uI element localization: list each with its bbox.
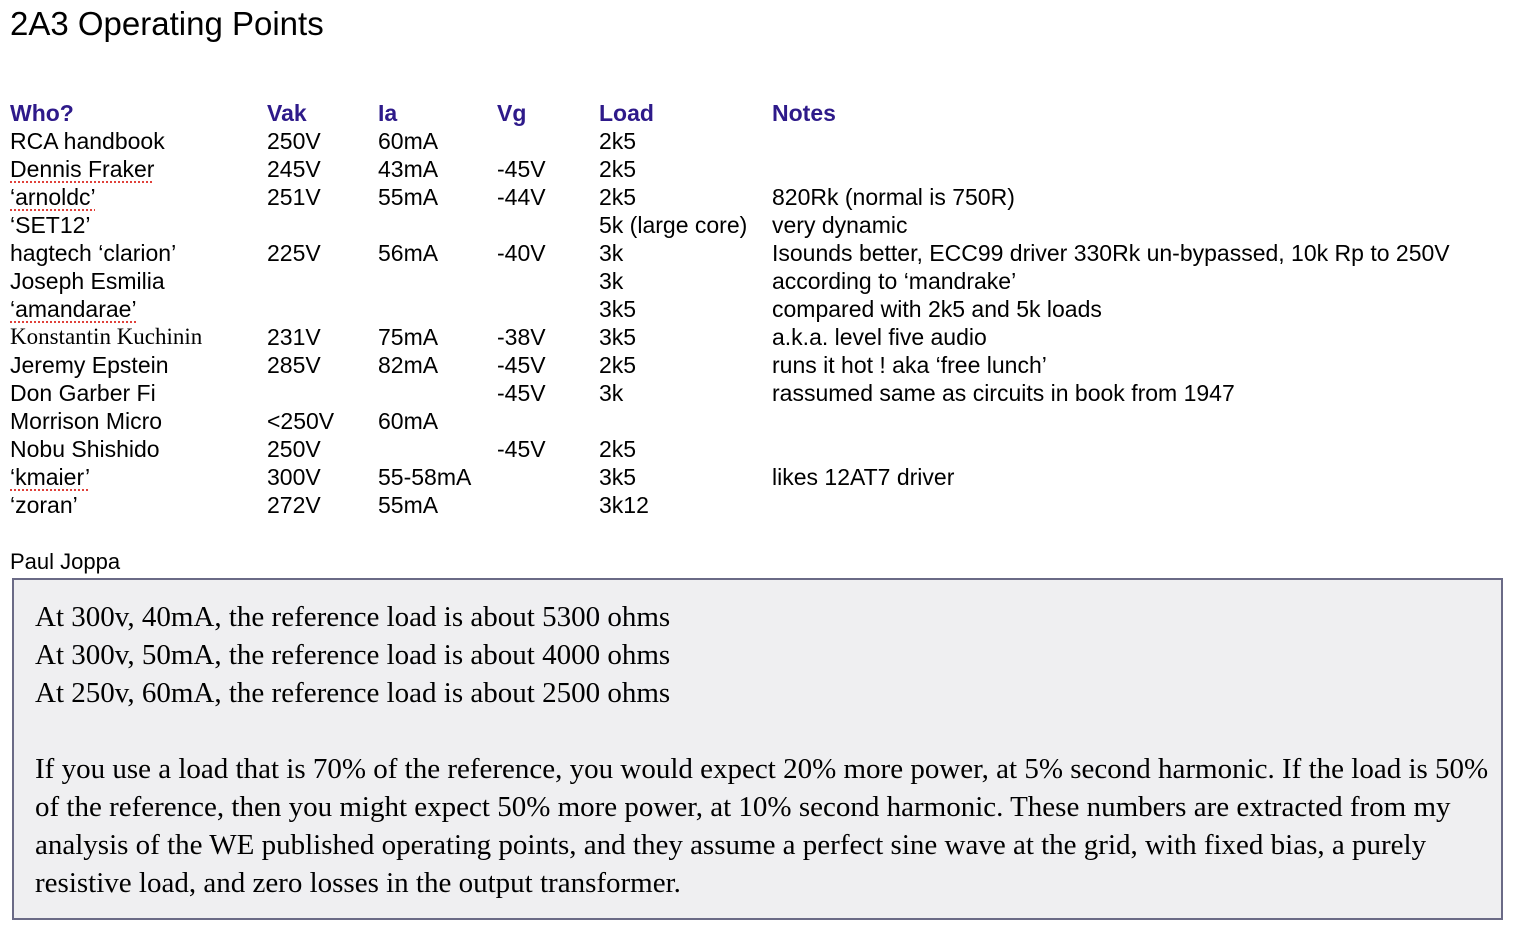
operating-points-table: [10, 99, 1492, 519]
table-row: [10, 351, 1492, 379]
cell-vg: [497, 211, 599, 239]
cell-vak: [267, 267, 378, 295]
quote-paragraph: If you use a load that is 70% of the reference, you would expect 20% more power, at 5% second harmonic. If the load is 50% of the reference, then you might expect 50% more power, at 10% second harmonic. These numbers are extracted from my analysis of the WE published operating points, and they assume a perfect sine wave at the grid, with fixed bias, a purely resistive load, and zero losses in the output transformer.: [35, 753, 1489, 899]
quote-line: At 300v, 50mA, the reference load is about 4000 ohms: [35, 639, 671, 671]
cell-load: 3k5: [599, 464, 637, 490]
cell-vg: [497, 295, 599, 323]
table-row: [10, 127, 1492, 155]
cell-vg: [497, 127, 599, 155]
cell-vak: 231V: [267, 324, 321, 350]
cell-ia: [378, 295, 497, 323]
cell-vak: [267, 211, 378, 239]
cell-vg: -45V: [497, 436, 546, 462]
cell-notes: [772, 435, 1492, 463]
cell-vak: 245V: [267, 156, 321, 182]
table-header-row: [10, 99, 1492, 127]
cell-ia: [378, 211, 497, 239]
cell-who: Jeremy Epstein: [10, 352, 169, 378]
cell-load: 3k: [599, 380, 624, 406]
table-row: [10, 323, 1492, 351]
cell-who: ‘arnoldc’: [10, 184, 96, 210]
header-vak: Vak: [267, 100, 307, 126]
quote-line: At 300v, 40mA, the reference load is about 5300 ohms: [35, 601, 671, 633]
cell-notes: compared with 2k5 and 5k loads: [772, 296, 1102, 322]
table-row: [10, 155, 1492, 183]
cell-vg: [497, 491, 599, 519]
cell-ia: 60mA: [378, 128, 439, 154]
cell-notes: [772, 127, 1492, 155]
cell-vak: [267, 379, 378, 407]
cell-who: ‘amandarae’: [10, 296, 137, 322]
cell-ia: [378, 267, 497, 295]
cell-ia: 43mA: [378, 156, 439, 182]
cell-who: Nobu Shishido: [10, 436, 160, 462]
paragraph-gap: [35, 712, 1501, 750]
cell-who: ‘SET12’: [10, 212, 91, 238]
cell-load: 5k (large core): [599, 212, 748, 238]
cell-load: 2k5: [599, 156, 637, 182]
cell-notes: runs it hot ! aka ‘free lunch’: [772, 352, 1047, 378]
cell-notes: likes 12AT7 driver: [772, 464, 955, 490]
cell-vak: <250V: [267, 408, 335, 434]
table-row: [10, 239, 1492, 267]
cell-vg: -38V: [497, 324, 546, 350]
cell-ia: 56mA: [378, 240, 439, 266]
cell-who: RCA handbook: [10, 128, 165, 154]
cell-who: hagtech ‘clarion’: [10, 240, 177, 266]
cell-vg: -40V: [497, 240, 546, 266]
cell-who: Don Garber Fi: [10, 380, 156, 406]
cell-notes: Isounds better, ECC99 driver 330Rk un-bypassed, 10k Rp to 250V: [772, 240, 1450, 266]
header-ia: Ia: [378, 100, 398, 126]
cell-vak: 300V: [267, 464, 321, 490]
cell-who: ‘kmaier’: [10, 464, 91, 490]
cell-notes: rassumed same as circuits in book from 1947: [772, 380, 1235, 406]
cell-vak: 250V: [267, 128, 321, 154]
cell-vg: [497, 463, 599, 491]
cell-load: [599, 407, 772, 435]
cell-load: 3k: [599, 240, 624, 266]
table-row: [10, 491, 1492, 519]
table-row: [10, 267, 1492, 295]
table-row: [10, 183, 1492, 211]
cell-notes: very dynamic: [772, 212, 908, 238]
cell-load: 2k5: [599, 184, 637, 210]
cell-vg: -45V: [497, 352, 546, 378]
quote-box: [12, 578, 1503, 920]
header-load: Load: [599, 100, 654, 126]
header-vg: Vg: [497, 100, 527, 126]
cell-ia: 82mA: [378, 352, 439, 378]
cell-ia: 55mA: [378, 184, 439, 210]
header-who: Who?: [10, 100, 74, 126]
cell-ia: [378, 379, 497, 407]
cell-load: 2k5: [599, 128, 637, 154]
table-row: [10, 379, 1492, 407]
table-row: [10, 211, 1492, 239]
cell-load: 3k5: [599, 324, 637, 350]
cell-vak: 272V: [267, 492, 321, 518]
cell-vg: -45V: [497, 156, 546, 182]
quote-author: Paul Joppa: [10, 549, 121, 574]
cell-vak: 251V: [267, 184, 321, 210]
cell-who: Konstantin Kuchinin: [10, 324, 203, 349]
table-row: [10, 435, 1492, 463]
cell-load: 2k5: [599, 352, 637, 378]
cell-vak: 250V: [267, 436, 321, 462]
cell-vak: 225V: [267, 240, 321, 266]
cell-notes: [772, 155, 1492, 183]
cell-vg: [497, 407, 599, 435]
cell-load: 3k: [599, 268, 624, 294]
page-title: 2A3 Operating Points: [10, 5, 324, 42]
cell-notes: 820Rk (normal is 750R): [772, 184, 1015, 210]
cell-vg: -45V: [497, 380, 546, 406]
cell-load: 2k5: [599, 436, 637, 462]
cell-vg: -44V: [497, 184, 546, 210]
cell-notes: a.k.a. level five audio: [772, 324, 987, 350]
cell-ia: 55mA: [378, 492, 439, 518]
cell-who: Morrison Micro: [10, 408, 163, 434]
header-notes: Notes: [772, 100, 836, 126]
cell-notes: [772, 407, 1492, 435]
cell-notes: [772, 491, 1492, 519]
cell-vak: [267, 295, 378, 323]
cell-ia: [378, 435, 497, 463]
cell-notes: according to ‘mandrake’: [772, 268, 1017, 294]
cell-load: 3k5: [599, 296, 637, 322]
cell-who: Dennis Fraker: [10, 156, 155, 182]
cell-load: 3k12: [599, 492, 649, 518]
table-row: [10, 407, 1492, 435]
cell-vak: 285V: [267, 352, 321, 378]
cell-who: ‘zoran’: [10, 492, 78, 518]
cell-ia: 55-58mA: [378, 464, 472, 490]
cell-vg: [497, 267, 599, 295]
cell-who: Joseph Esmilia: [10, 268, 165, 294]
table-row: [10, 295, 1492, 323]
cell-ia: 75mA: [378, 324, 439, 350]
quote-line: At 250v, 60mA, the reference load is about 2500 ohms: [35, 677, 671, 709]
cell-ia: 60mA: [378, 408, 439, 434]
table-row: [10, 463, 1492, 491]
